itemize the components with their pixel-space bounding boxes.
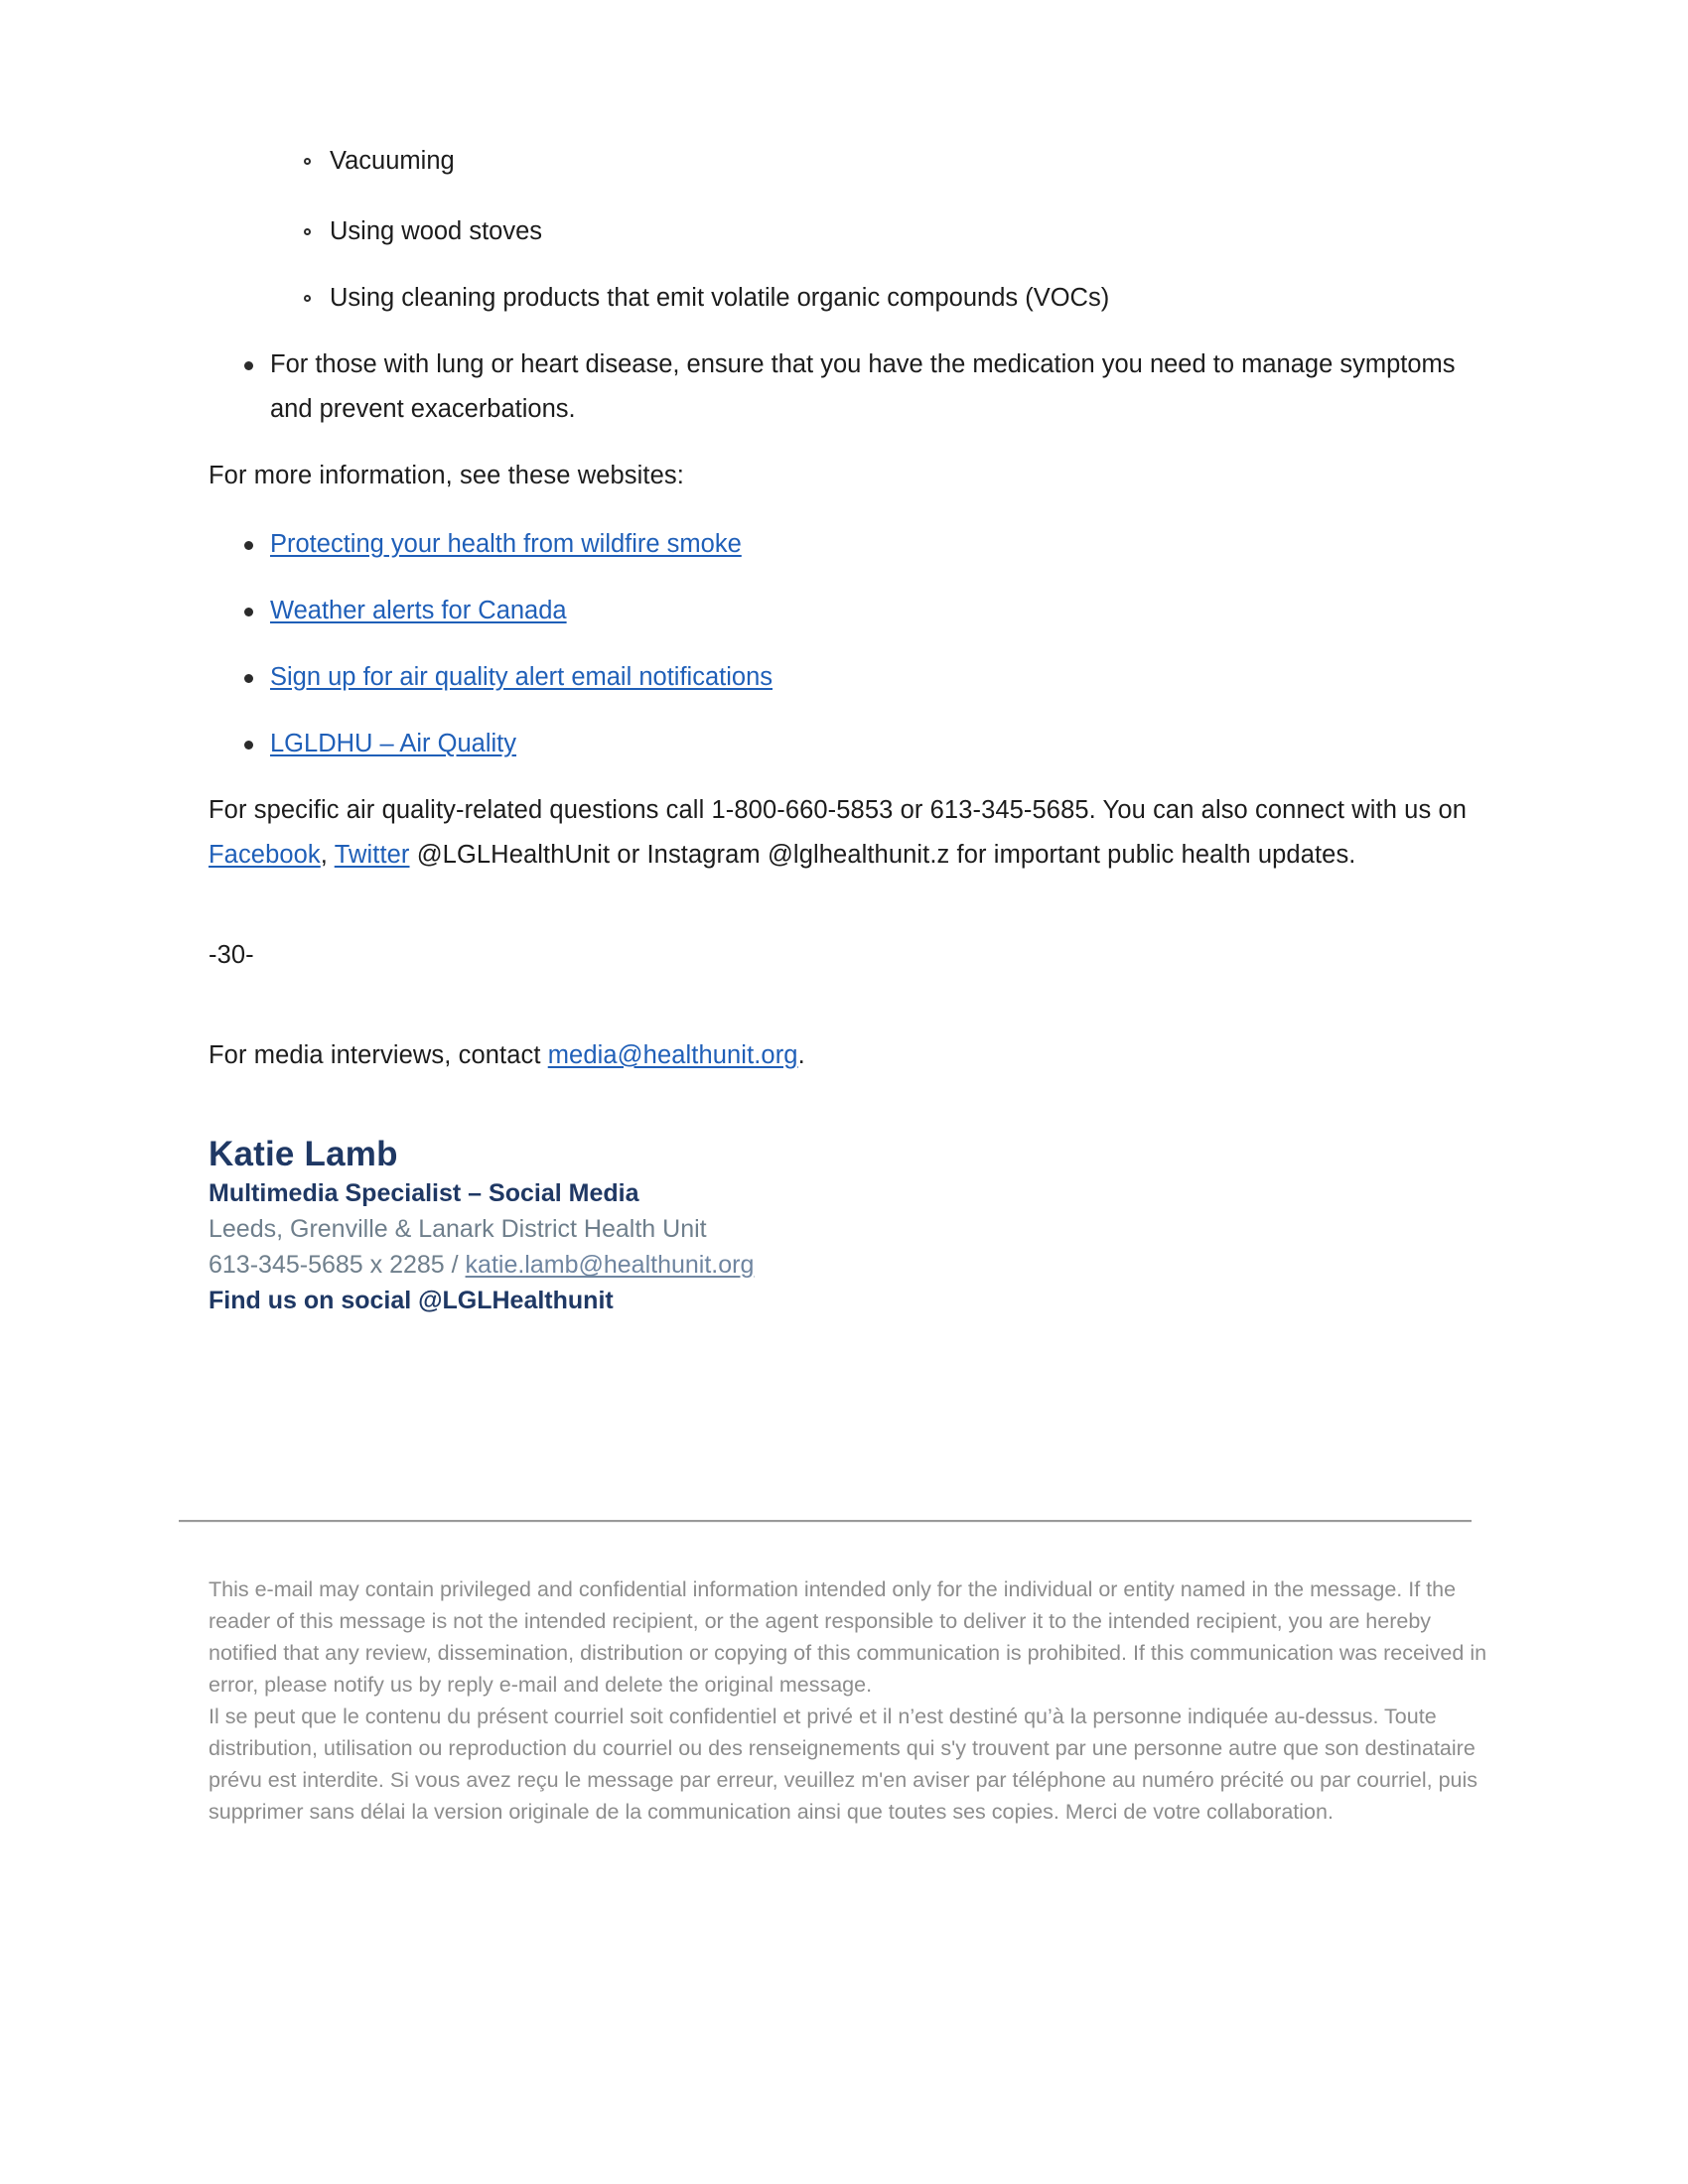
link-twitter[interactable]: Twitter — [334, 841, 410, 869]
sub-bullet-list — [209, 209, 1479, 321]
signature-contact-line — [209, 1247, 1479, 1283]
media-contact-prefix: For media interviews, contact — [209, 1041, 548, 1069]
link-signature-email[interactable]: katie.lamb@healthunit.org — [465, 1251, 755, 1279]
main-bullet-list — [209, 342, 1479, 432]
link-protecting-health-wildfire-smoke[interactable]: Protecting your health from wildfire smoke — [270, 530, 742, 558]
disclaimer-french: Il se peut que le contenu du présent courriel soit confidentiel et privé et il n’est destiné qu’à la personne indiquée au-dessus. Toute distribution, utilisation ou reproduction du courriel ou des renseignements qui s'y trouvent par une personne autre que son destinataire prévu est interdite. Si vous avez reçu le message par erreur, veuillez m'en aviser par téléphone au numéro précité ou par courriel, puis supprimer sans délai la version originale de la communication ainsi que toutes ses copies. Merci de votre collaboration. — [209, 1705, 1478, 1824]
list-item-link-wildfire — [209, 522, 1479, 567]
signature-phone: 613-345-5685 x 2285 / — [209, 1251, 466, 1279]
list-item — [209, 276, 1479, 321]
sub-bullet-list-top — [209, 139, 1479, 184]
more-info-intro: For more information, see these websites: — [209, 462, 684, 489]
contact-paragraph — [209, 788, 1479, 878]
link-weather-alerts-canada[interactable]: Weather alerts for Canada — [270, 597, 567, 624]
link-media-email[interactable]: media@healthunit.org — [547, 1041, 798, 1069]
link-air-quality-email-notifications[interactable]: Sign up for air quality alert email notifications — [270, 663, 774, 691]
list-item-label: Using wood stoves — [330, 217, 543, 245]
media-contact-line — [209, 1033, 1479, 1078]
signature-social-handle: Find us on social @LGLHealthunit — [209, 1287, 614, 1314]
list-item-label: Using cleaning products that emit volatile organic compounds (VOCs) — [330, 284, 1110, 312]
resource-link-list — [209, 522, 1479, 766]
link-lgldhu-air-quality[interactable]: LGLDHU – Air Quality — [270, 730, 517, 757]
list-item-link-signup — [209, 655, 1479, 700]
media-contact-suffix: . — [797, 1041, 805, 1069]
list-item — [209, 342, 1479, 432]
contact-text-part1: For specific air quality-related questions call 1-800-660-5853 or 613-345-5685. You can also connect with us on — [209, 796, 1468, 824]
signature-divider — [179, 1520, 1472, 1523]
list-item-label: For those with lung or heart disease, ensure that you have the medication you need to manage symptoms and prevent exacerbations. — [270, 350, 1456, 423]
end-marker: -30- — [209, 941, 254, 969]
list-item-vacuuming — [209, 139, 1479, 184]
legal-disclaimer — [209, 1573, 1489, 1828]
contact-text-part2: @LGLHealthUnit or Instagram @lglhealthunit.z for important public health updates. — [409, 841, 1356, 869]
signature-organization: Leeds, Grenville & Lanark District Health Unit — [209, 1215, 707, 1243]
list-item — [209, 209, 1479, 254]
disclaimer-english: This e-mail may contain privileged and confidential information intended only for the individual or entity named in the message. If the reader of this message is not the intended recipient, or the agent responsible to deliver it to the intended recipient, you are hereby notified that any review, dissemination, distribution or copying of this communication is prohibited. If this communication was received in error, please notify us by reply e-mail and delete the original message. — [209, 1577, 1487, 1697]
signature-name: Katie Lamb — [209, 1135, 398, 1173]
list-item-link-lgldhu — [209, 722, 1479, 766]
list-item-link-weather — [209, 589, 1479, 633]
document-body — [209, 139, 1479, 1318]
contact-comma: , — [320, 841, 335, 869]
signature-job-title: Multimedia Specialist – Social Media — [209, 1179, 639, 1207]
list-item-label: Vacuuming — [330, 147, 455, 175]
link-facebook[interactable]: Facebook — [209, 841, 321, 869]
email-signature — [209, 1134, 1479, 1318]
